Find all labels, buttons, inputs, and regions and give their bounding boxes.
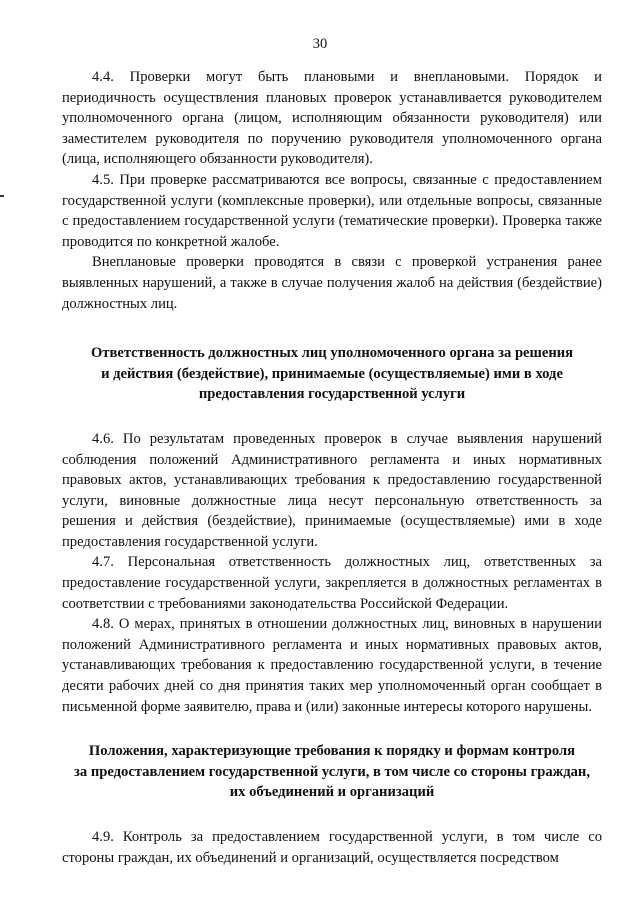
- paragraph-4-6: 4.6. По результатам проведенных проверок в случае выявления нарушений соблюдения положений Административного регламента и иных нормативных правовых актов, устанавливающих требования к предоставлению государственной услуги, виновные должностные лица несут персональную ответственность за решения и действия (бездействие), принимаемые (осуществляемые) ими в ходе предоставления государственной услуги.: [62, 430, 602, 550]
- paragraph-4-7: 4.7. Персональная ответственность должностных лиц, ответственных за предоставление государственной услуги, закрепляется в должностных регламентах в соответствии с требованиями законодательства Российской Федерации.: [62, 554, 602, 612]
- document-body: [62, 67, 602, 868]
- heading-line: Ответственность должностных лиц уполномоченного органа за решения: [90, 345, 574, 362]
- paragraph-4-9: 4.9. Контроль за предоставлением государственной услуги, в том числе со стороны граждан, их объединений и организаций, осуществляется посредством: [62, 829, 602, 866]
- scan-mark: [0, 195, 4, 197]
- heading-line: их объединений и организаций: [229, 784, 435, 801]
- heading-line: Положения, характеризующие требования к порядку и формам контроля: [88, 743, 576, 760]
- paragraph-unscheduled-inspections: Внеплановые проверки проводятся в связи с проверкой устранения ранее выявленных нарушений, а также в случае получения жалоб на действия (бездействие) должностных лиц.: [62, 254, 602, 312]
- section-heading-control-requirements: [62, 741, 602, 803]
- heading-line: и действия (бездействие), принимаемые (осуществляемые) ими в ходе: [101, 365, 563, 382]
- heading-line: за предоставлением государственной услуги, в том числе со стороны граждан,: [74, 763, 590, 780]
- section-heading-responsibility: [62, 343, 602, 405]
- heading-line: предоставления государственной услуги: [198, 386, 466, 403]
- paragraph-4-8: 4.8. О мерах, принятых в отношении должностных лиц, виновных в нарушении положений Административного регламента и иных нормативных правовых актов, устанавливающих требования к предоставлению государственной услуги, в течение десяти рабочих дней со дня принятия таких мер уполномоченный орган сообщает в письменной форме заявителю, права и (или) законные интересы которого нарушены.: [62, 616, 602, 715]
- paragraph-4-5: 4.5. При проверке рассматриваются все вопросы, связанные с предоставлением государственной услуги (комплексные проверки), или отдельные вопросы, связанные с предоставлением государственной услуги (тематические проверки). Проверка также проводится по конкретной жалобе.: [62, 171, 602, 250]
- paragraph-4-4: 4.4. Проверки могут быть плановыми и внеплановыми. Порядок и периодичность осуществления плановых проверок устанавливается руководителем уполномоченного органа (лицом, исполняющим обязанности руководителя) или заместителем руководителя по поручению руководителя уполномоченного органа (лица, исполняющего обязанности руководителя).: [62, 69, 602, 168]
- page-number: 30: [312, 36, 328, 52]
